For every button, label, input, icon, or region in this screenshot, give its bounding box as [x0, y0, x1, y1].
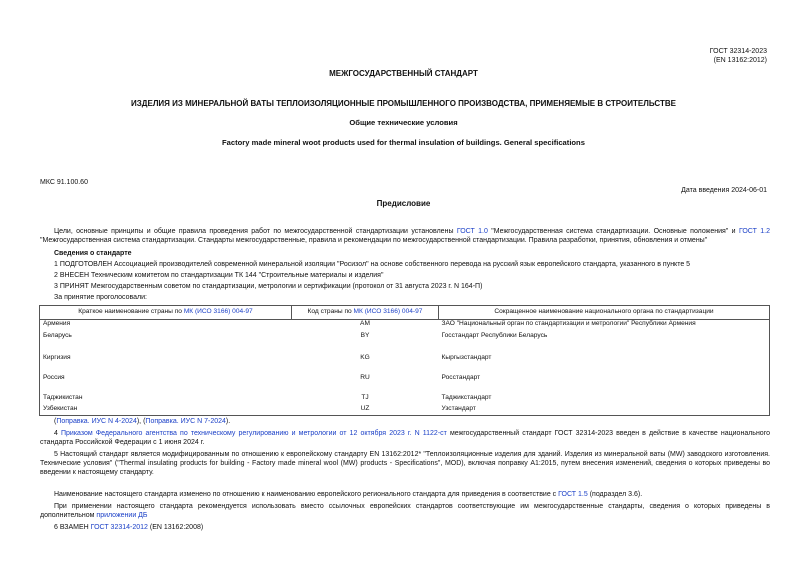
item-3: 3 ПРИНЯТ Межгосударственным советом по стандартизации, метрологии и сертификации (протокол от 31 августа 2023 г. N 164-П) — [54, 283, 483, 290]
gost-1-2-link[interactable]: ГОСТ 1.2 — [738, 228, 770, 235]
doc-subtitle-ru: Общие технические условия — [349, 118, 458, 127]
body-cell: Госстандарт Республики Беларусь — [441, 331, 548, 339]
table-row — [40, 394, 770, 405]
doc-title-en: Factory made mineral woot products used for thermal insulation of buildings. General specifications — [222, 138, 585, 147]
country-cell: Россия — [43, 373, 65, 381]
info-heading: Сведения о стандарте — [54, 250, 132, 257]
standard-type: МЕЖГОСУДАРСТВЕННЫЙ СТАНДАРТ — [329, 69, 478, 78]
country-cell: Армения — [43, 320, 71, 327]
code-cell: AM — [360, 320, 370, 327]
code-cell: BY — [360, 331, 370, 339]
body-cell: Узстандарт — [441, 404, 476, 412]
col-header-code: Код страны по МК (ИСО 3166) 004-97 — [292, 306, 439, 320]
table-row — [40, 320, 770, 332]
doc-title-ru: ИЗДЕЛИЯ ИЗ МИНЕРАЛЬНОЙ ВАТЫ ТЕПЛОИЗОЛЯЦИОННЫЕ ПРОМЫШЛЕННОГО ПРОИЗВОДСТВА, ПРИМЕНЯЕМЫЕ В СТРОИТЕЛЬСТВЕ — [131, 99, 676, 108]
country-cell: Беларусь — [43, 331, 72, 339]
table-header-row — [40, 306, 770, 320]
name-change-note: Наименование настоящего стандарта изменено по отношению к наименованию европейского регионального стандарта для приведения в соответствие с ГОСТ 1.5 (подраздел 3.6). — [54, 491, 643, 498]
col-header-body: Сокращенное наименование национального органа по стандартизации — [439, 306, 770, 320]
doc-code: ГОСТ 32314-2023 — [709, 48, 767, 55]
item-2: 2 ВНЕСЕН Техническим комитетом по стандартизации ТК 144 "Строительные материалы и изделия" — [54, 272, 384, 279]
item-4: 4 Приказом Федерального агентства по техническому регулированию и метрологии от 12 октября 2023 г. N 1122-ст межгосударственный стандарт ГОСТ 32314-2023 введен в действие в качестве национального стандарта Российской Федерации с 1 июня 2024 г. — [40, 430, 770, 446]
item-1: 1 ПОДГОТОВЛЕН Ассоциацией производителей современной минеральной изоляции "Росизол" на основе собственного перевода на русский язык европейского стандарта, указанного в пункте 5 — [54, 261, 691, 268]
mks-code: МКС 91.100.60 — [40, 179, 88, 186]
body-cell: ЗАО "Национальный орган по стандартизации и метрологии" Республики Армения — [441, 320, 696, 327]
countries-table — [39, 305, 770, 416]
rosstandart-order-link[interactable]: Приказом Федерального агентства по техническому регулированию и метрологии от 12 октября 2023 г. N 1122-ст — [61, 430, 447, 437]
doc-code-block — [567, 48, 767, 66]
country-cell: Киргизия — [43, 353, 71, 361]
amendment-4-2024-link[interactable]: Поправка. ИУС N 4-2024 — [56, 418, 137, 425]
mk-iso-link[interactable]: МК (ИСО 3166) 004-97 — [353, 308, 423, 316]
body-cell: Таджикстандарт — [441, 393, 492, 401]
body-cell: Росстандарт — [441, 373, 481, 381]
country-cell: Таджикистан — [43, 393, 83, 401]
doc-code-en: (EN 13162:2012) — [713, 56, 767, 64]
voted-for: За принятие проголосовали: — [54, 294, 147, 301]
refs-note: При применении настоящего стандарта рекомендуется использовать вместо ссылочных европейских стандартов соответствующие им межгосударственные стандарты, сведения о которых приведены в дополнительном приложении ДБ — [40, 503, 770, 519]
table-row — [40, 354, 770, 374]
col-header-country: Краткое наименование страны по МК (ИСО 3166) 004-97 — [40, 306, 292, 320]
table-row — [40, 405, 770, 416]
preface-heading: Предисловие — [376, 199, 431, 208]
intro-date: Дата введения 2024-06-01 — [681, 187, 767, 194]
gost-32314-2012-link[interactable]: ГОСТ 32314-2012 — [90, 524, 148, 531]
country-cell: Узбекистан — [43, 404, 78, 412]
mk-iso-link[interactable]: МК (ИСО 3166) 004-97 — [183, 308, 253, 316]
amendments-line: (Поправка. ИУС N 4-2024), (Поправка. ИУС N 7-2024). — [54, 418, 231, 425]
item-6: 6 ВЗАМЕН ГОСТ 32314-2012 (EN 13162:2008) — [54, 524, 204, 531]
code-cell: KG — [360, 353, 370, 361]
code-cell: UZ — [360, 404, 370, 412]
code-cell: TJ — [361, 393, 369, 401]
body-cell: Кыргызстандарт — [441, 353, 492, 361]
table-row — [40, 374, 770, 394]
table-row — [40, 332, 770, 354]
appendix-db-link[interactable]: приложении ДБ — [96, 511, 148, 519]
code-cell: RU — [360, 373, 370, 381]
gost-1-5-link[interactable]: ГОСТ 1.5 — [558, 491, 588, 498]
amendment-7-2024-link[interactable]: Поправка. ИУС N 7-2024 — [145, 418, 226, 425]
gost-1-0-link[interactable]: ГОСТ 1.0 — [456, 228, 488, 235]
item-5: 5 Настоящий стандарт является модифицированным по отношению к европейскому стандарту EN 13162:2012* "Теплоизоляционные изделия для зданий. Изделия из минеральной ваты (MW) заводского изготовления. Технические условия" ("Thermal insulating products for building - Factory made mineral wool (MW) products - Specifications", MOD), включая поправку А1:2015, путем внесения изменений, сведения о которых приведены во введении к настоящему стандарту. — [40, 451, 770, 476]
intro-paragraph: Цели, основные принципы и общие правила проведения работ по межгосударственной стандартизации установлены ГОСТ 1.0 "Межгосударственная система стандартизации. Основные положения" и ГОСТ 1.2 "Межгосударственная система стандартизации. Стандарты межгосударственные, правила и рекомендации по межгосударственной стандартизации. Правила разработки, принятия, обновления и отмены" — [40, 228, 770, 244]
